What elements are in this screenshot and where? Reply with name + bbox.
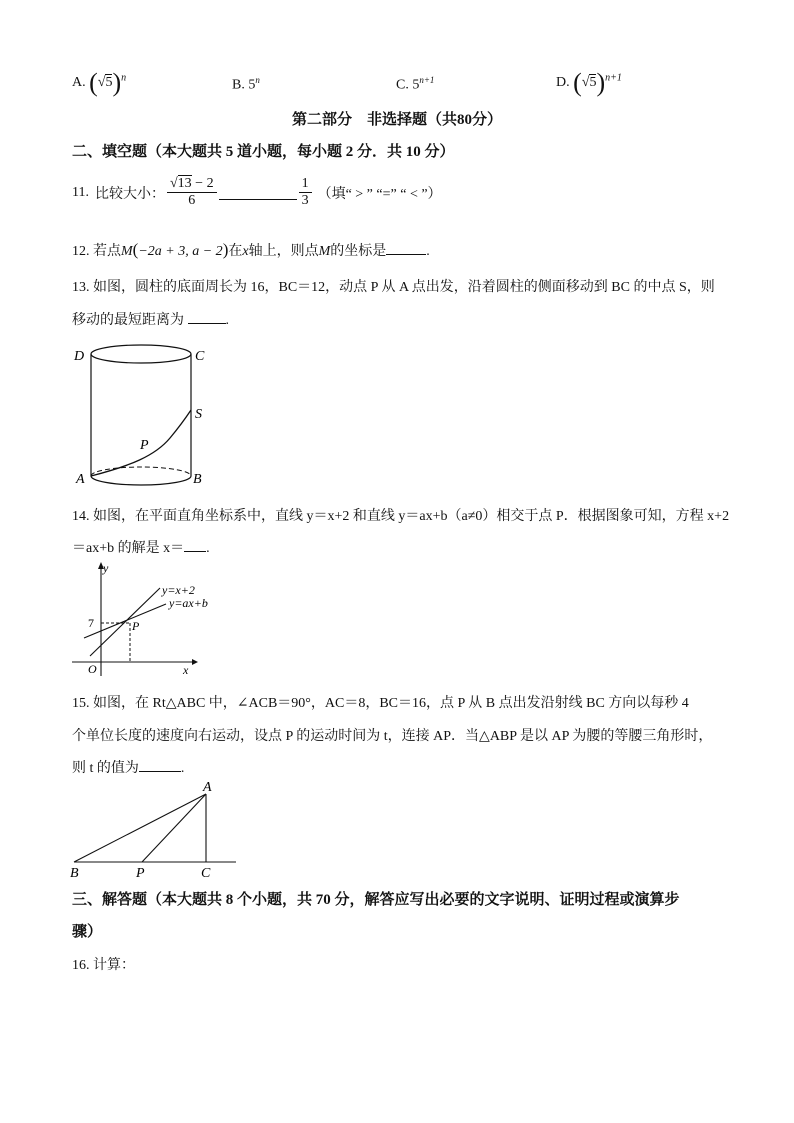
- option-base: 5: [412, 77, 420, 93]
- label-C: C: [201, 866, 211, 881]
- x-axis-label: x: [183, 663, 189, 677]
- question-14-line1: 14. 如图，在平面直角坐标系中，直线 y＝x+2 和直线 y＝ax+b（a≠0）相交于点 P．根据图象可知，方程 x+2: [72, 509, 730, 524]
- question-text: 比较大小：: [94, 186, 165, 202]
- numerator-tail: − 2: [191, 176, 214, 191]
- triangle-figure: [66, 780, 241, 880]
- question-number: 11.: [72, 184, 89, 200]
- line-y-eq-ax-plus-b: [84, 604, 166, 638]
- x-axis-arrow: [192, 659, 198, 665]
- radicand: 13: [177, 176, 192, 191]
- cylinder-top: [91, 345, 191, 363]
- label-P: P: [136, 866, 145, 881]
- line2-label: y=ax+b: [169, 596, 208, 610]
- option-exponent: n+1: [419, 75, 435, 85]
- question-text: 若点: [93, 244, 121, 259]
- answer-blank[interactable]: [184, 537, 206, 552]
- y-axis-label: y: [103, 561, 109, 575]
- axis-label: x: [242, 244, 249, 259]
- hint-text: （填“ > ” “=” “ < ”）: [317, 186, 442, 202]
- cylinder-bottom-front: [91, 476, 191, 485]
- label-A: A: [76, 472, 85, 487]
- cylinder-figure: [70, 338, 220, 490]
- label-B: B: [70, 866, 79, 881]
- question-16: 16. 计算：: [72, 958, 135, 973]
- option-letter: D.: [556, 75, 570, 91]
- section-heading-solutions-line2: 骤）: [72, 924, 103, 940]
- point-label: M: [121, 244, 133, 259]
- numerator: 1: [301, 176, 309, 191]
- denominator: 3: [301, 193, 309, 208]
- paren-right: ): [112, 68, 122, 97]
- section-heading-solutions-line1: 三、解答题（本大题共 8 个小题，共 70 分，解答应写出必要的文字说明、证明过程或演算步: [72, 892, 680, 908]
- denominator: 6: [188, 193, 196, 208]
- coordinate-graph-figure: [70, 560, 208, 680]
- answer-blank[interactable]: [386, 240, 426, 255]
- paren-right: ): [596, 68, 606, 97]
- segment-AP: [142, 794, 206, 862]
- question-13-line2: 移动的最短距离为 .: [72, 309, 229, 329]
- question-15-line2: 个单位长度的速度向右运动，设点 P 的运动时间为 t，连接 AP．当△ABP 是以 AP 为腰的等腰三角形时，: [72, 729, 713, 744]
- part-title: 第二部分 非选择题（共80分）: [291, 112, 502, 128]
- option-c: [396, 75, 434, 94]
- sqrt-symbol: √: [169, 176, 178, 191]
- point-p-label: P: [132, 619, 140, 633]
- y-value-label: 7: [88, 616, 94, 630]
- option-letter: C.: [396, 77, 409, 93]
- fraction-left: [167, 176, 217, 209]
- paren-left: (: [89, 68, 98, 97]
- question-15-line1: 15. 如图，在 Rt△ABC 中，∠ACB＝90°，AC＝8，BC＝16，点 P 从 B 点出发沿射线 BC 方向以每秒 4: [72, 696, 689, 711]
- option-b: [232, 75, 260, 94]
- option-exponent: n: [121, 72, 127, 84]
- line1-label: y=x+2: [162, 583, 195, 597]
- section-heading-fill-in: 二、填空题（本大题共 5 道小题，每小题 2 分．共 10 分）: [72, 144, 455, 160]
- question-number: 12.: [72, 244, 90, 259]
- label-S: S: [195, 407, 202, 422]
- question-13-line1: 13. 如图，圆柱的底面周长为 16，BC＝12，动点 P 从 A 点出发，沿着圆柱的侧面移动到 BC 的中点 S，则: [72, 280, 715, 295]
- origin-label: O: [88, 662, 97, 676]
- label-A: A: [203, 780, 212, 795]
- answer-blank[interactable]: [219, 185, 297, 200]
- option-base: 5: [248, 77, 256, 93]
- label-D: D: [74, 349, 85, 364]
- option-base: 5: [105, 75, 113, 91]
- fraction-right: [299, 176, 312, 209]
- label-B: B: [193, 472, 202, 487]
- point-coordinates: −2a + 3, a − 2: [138, 244, 223, 259]
- segment-AB: [74, 794, 206, 862]
- option-letter: B.: [232, 77, 245, 93]
- question-12: 12. 若点M(−2a + 3, a − 2)在x轴上，则点M的坐标是 .: [72, 240, 430, 259]
- option-base: 5: [589, 75, 597, 91]
- option-letter: A.: [72, 75, 86, 91]
- option-d: [556, 70, 622, 96]
- sqrt-symbol: √: [581, 75, 590, 91]
- answer-blank[interactable]: [139, 757, 181, 772]
- question-11: [72, 176, 442, 209]
- answer-blank[interactable]: [188, 309, 226, 324]
- sqrt-symbol: √: [97, 75, 106, 91]
- question-14-line2: ＝ax+b 的解是 x＝ .: [72, 537, 210, 557]
- label-P: P: [140, 438, 149, 453]
- question-15-line3: 则 t 的值为 .: [72, 757, 184, 777]
- label-C: C: [195, 349, 205, 364]
- option-exponent: n+1: [605, 72, 622, 84]
- option-a: [72, 70, 126, 96]
- option-exponent: n: [255, 75, 260, 85]
- paren-left: (: [573, 68, 582, 97]
